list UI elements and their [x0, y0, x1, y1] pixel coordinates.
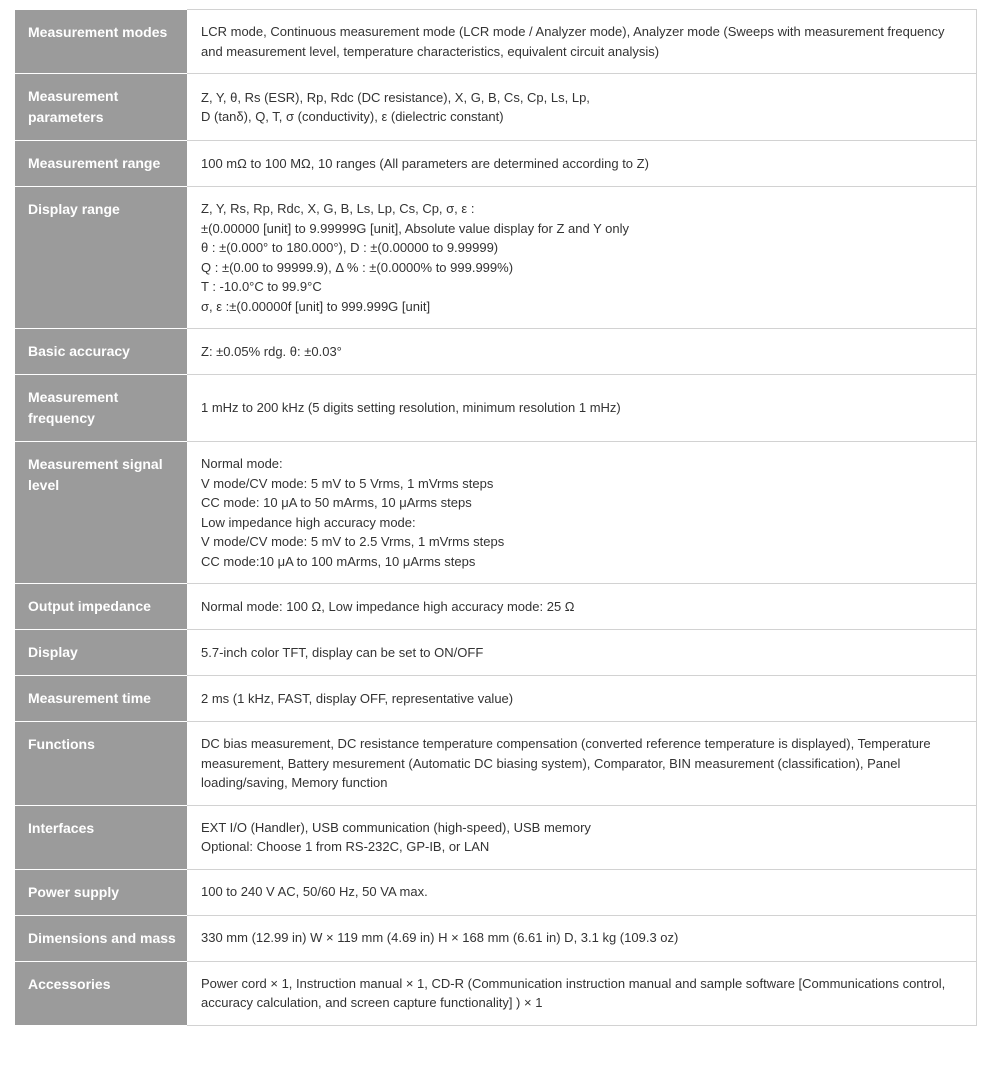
spec-value-line: 100 mΩ to 100 MΩ, 10 ranges (All parameters are determined according to Z) — [201, 155, 649, 171]
spec-row — [15, 869, 976, 915]
spec-value-line: LCR mode, Continuous measurement mode (LCR mode / Analyzer mode), Analyzer mode (Sweeps with measurement frequency and measurement level, temperature characteristics, equivalent circuit analysis) — [201, 24, 945, 59]
spec-label: Measurement parameters — [15, 74, 187, 141]
spec-value — [187, 869, 976, 915]
spec-value — [187, 10, 976, 74]
spec-value — [187, 915, 976, 961]
spec-value — [187, 187, 976, 329]
spec-label: Power supply — [15, 869, 187, 915]
spec-value-line: Z: ±0.05% rdg. θ: ±0.03° — [201, 343, 342, 359]
spec-row — [15, 329, 976, 375]
spec-value-line: 1 mHz to 200 kHz (5 digits setting resolution, minimum resolution 1 mHz) — [201, 400, 621, 416]
spec-label: Measurement modes — [15, 10, 187, 74]
spec-row — [15, 915, 976, 961]
spec-value — [187, 74, 976, 141]
spec-value — [187, 676, 976, 722]
spec-label: Measurement signal level — [15, 442, 187, 584]
spec-label: Measurement time — [15, 676, 187, 722]
spec-value-line: DC bias measurement, DC resistance temperature compensation (converted reference temperature is displayed), Temperature measurement, Battery mesurement (Automatic DC biasing system), Comparator, BIN measurement (classification), Panel loading/saving, Memory function — [201, 736, 931, 790]
spec-value — [187, 630, 976, 676]
spec-value-line: CC mode: 10 μA to 50 mArms, 10 μArms steps — [201, 495, 472, 510]
spec-value — [187, 442, 976, 584]
spec-value-line: V mode/CV mode: 5 mV to 2.5 Vrms, 1 mVrms steps — [201, 534, 505, 549]
spec-row — [15, 722, 976, 806]
spec-value-line: Power cord × 1, Instruction manual × 1, CD-R (Communication instruction manual and sample software [Communications control, accuracy calculation, and screen capture functionality] ) × 1 — [201, 975, 946, 1010]
spec-value-line: 5.7-inch color TFT, display can be set to ON/OFF — [201, 644, 484, 660]
spec-value — [187, 722, 976, 806]
spec-table-body — [15, 10, 976, 1026]
spec-value-line: σ, ε :±(0.00000f [unit] to 999.999G [unit] — [201, 298, 431, 314]
spec-value-line: 2 ms (1 kHz, FAST, display OFF, representative value) — [201, 690, 514, 706]
spec-row — [15, 676, 976, 722]
spec-value-line: 330 mm (12.99 in) W × 119 mm (4.69 in) H × 168 mm (6.61 in) D, 3.1 kg (109.3 oz) — [201, 930, 679, 946]
spec-label: Measurement frequency — [15, 375, 187, 442]
spec-label: Accessories — [15, 961, 187, 1025]
spec-value-line: D (tanδ), Q, T, σ (conductivity), ε (dielectric constant) — [201, 109, 504, 124]
spec-label: Display — [15, 630, 187, 676]
spec-label: Dimensions and mass — [15, 915, 187, 961]
spec-row — [15, 141, 976, 187]
spec-value — [187, 805, 976, 869]
spec-value-line: Q : ±(0.00 to 99999.9), Δ % : ±(0.0000% to 999.999%) — [201, 259, 514, 275]
spec-label: Output impedance — [15, 584, 187, 630]
spec-value-line: Normal mode: 100 Ω, Low impedance high accuracy mode: 25 Ω — [201, 598, 575, 614]
spec-value-line: Z, Y, θ, Rs (ESR), Rp, Rdc (DC resistance), X, G, B, Cs, Cp, Ls, Lp, — [201, 89, 590, 105]
spec-value-line: Low impedance high accuracy mode: — [201, 514, 416, 530]
spec-value-line: ±(0.00000 [unit] to 9.99999G [unit], Absolute value display for Z and Y only — [201, 220, 629, 236]
spec-table — [15, 9, 977, 1026]
spec-label: Measurement range — [15, 141, 187, 187]
spec-value-line: V mode/CV mode: 5 mV to 5 Vrms, 1 mVrms steps — [201, 475, 494, 491]
spec-value — [187, 329, 976, 375]
spec-label: Display range — [15, 187, 187, 329]
spec-value-line: θ : ±(0.000° to 180.000°), D : ±(0.00000 to 9.99999) — [201, 240, 499, 255]
spec-row — [15, 10, 976, 74]
spec-value — [187, 584, 976, 630]
spec-row — [15, 805, 976, 869]
spec-label: Interfaces — [15, 805, 187, 869]
spec-value-line: Normal mode: — [201, 456, 283, 471]
spec-value — [187, 375, 976, 442]
spec-value — [187, 141, 976, 187]
spec-value — [187, 961, 976, 1025]
spec-row — [15, 442, 976, 584]
spec-value-line: Optional: Choose 1 from RS-232C, GP-IB, or LAN — [201, 839, 490, 854]
spec-value-line: 100 to 240 V AC, 50/60 Hz, 50 VA max. — [201, 884, 428, 900]
spec-row — [15, 584, 976, 630]
spec-value-line: EXT I/O (Handler), USB communication (high-speed), USB memory — [201, 819, 591, 835]
spec-value-line: CC mode:10 μA to 100 mArms, 10 μArms steps — [201, 553, 476, 569]
spec-value-line: T : -10.0°C to 99.9°C — [201, 279, 322, 294]
spec-row — [15, 630, 976, 676]
spec-row — [15, 74, 976, 141]
spec-row — [15, 187, 976, 329]
spec-label: Functions — [15, 722, 187, 806]
spec-row — [15, 961, 976, 1025]
spec-label: Basic accuracy — [15, 329, 187, 375]
spec-value-line: Z, Y, Rs, Rp, Rdc, X, G, B, Ls, Lp, Cs, Cp, σ, ε : — [201, 201, 475, 216]
spec-row — [15, 375, 976, 442]
